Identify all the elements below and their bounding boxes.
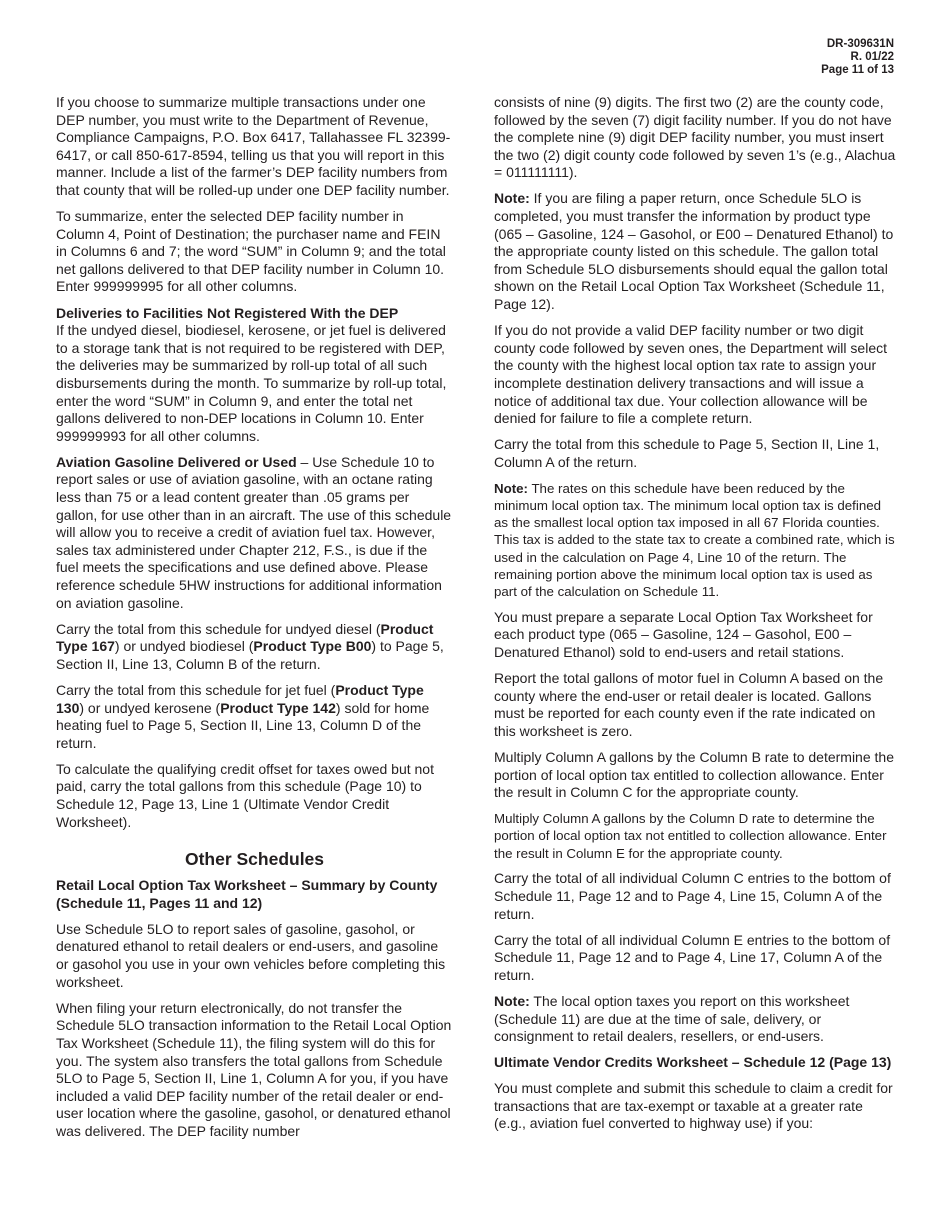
paragraph (56, 305, 453, 446)
paragraph (56, 454, 453, 612)
subheading-text: Retail Local Option Tax Worksheet – Summary by County (Schedule 11, Pages 11 and 12) (56, 877, 438, 911)
paragraph (494, 480, 896, 600)
form-revision: R. 01/22 (850, 51, 894, 63)
paragraph-body: If the undyed diesel, biodiesel, kerosene, or jet fuel is delivered to a storage tank that is not required to be registered with DEP, the deliveries may be summarized by roll-up total of all such disbursements during the month. To summarize by roll-up total, enter the word “SUM” in Column 9, and enter the total net gallons delivered to non-DEP locations in Column 10. Enter 999999993 for all other columns. (56, 322, 447, 444)
subheading-text: Ultimate Vendor Credits Worksheet – Schedule 12 (Page 13) (494, 1054, 892, 1071)
paragraph: You must complete and submit this schedule to claim a credit for transactions that are tax-exempt or taxable at a greater rate (e.g., aviation fuel converted to highway use) if you: (494, 1080, 893, 1132)
paragraph: Multiply Column A gallons by the Column B rate to determine the portion of local option tax entitled to collection allowance. Enter the result in Column C for the appropriate county. (494, 748, 894, 801)
paragraph (494, 190, 896, 313)
subheading: Deliveries to Facilities Not Registered With the DEP (56, 304, 399, 321)
text-run: ) or undyed kerosene ( (79, 699, 221, 716)
product-type: Product Type 167 (56, 620, 434, 655)
paragraph (56, 682, 453, 752)
product-type: Product Type 142 (220, 699, 336, 716)
text-run: ) sold for home heating fuel to Page 5, Section II, Line 13, Column D of the return. (56, 699, 430, 751)
paragraph: If you choose to summarize multiple transactions under one DEP number, you must write to the Department of Revenue, Compliance Campaigns, P.O. Box 6417, Tallahassee FL 32399-6417, or call 850-617-8594, telling us that you will report in this manner. Include a list of the farmer’s DEP facility numbers from that county that will be rolled-up under one DEP facility number. (56, 94, 451, 198)
note-label: Note: (494, 992, 530, 1009)
paragraph: Report the total gallons of motor fuel in Column A based on the county where the end-user or retail dealer is located. Gallons must be reported for each county even if the rate indicated on this worksheet is zero. (494, 670, 884, 739)
text-run: ) to Page 5, Section II, Line 13, Column B of the return. (56, 638, 444, 672)
form-number: DR-309631N (826, 38, 894, 50)
subheading: Aviation Gasoline Delivered or Used (56, 453, 297, 470)
paragraph: To calculate the qualifying credit offset for taxes owed but not paid, carry the total gallons from this schedule (Page 10) to Schedule 12, Page 13, Line 1 (Ultimate Vendor Credit Worksheet). (56, 760, 434, 830)
paragraph: Multiply Column A gallons by the Column D rate to determine the portion of local option tax not entitled to collection allowance. Enter the result in Column E for the appropriate county. (494, 811, 887, 861)
paragraph-body: – Use Schedule 10 to report sales or use of aviation gasoline, with an octane rating less than 75 or a lead content greater than .05 grams per gallon, for use other than in an aircraft. The use of this schedule will allow you to receive a credit of aviation fuel tax. However, sales tax administered under Chapter 212, F.S., is due if the fuel meets the specifications and use defined above. Please reference schedule 5HW instructions for additional information on aviation gasoline. (56, 453, 452, 611)
text-run: ) or undyed biodiesel ( (114, 638, 254, 655)
subheading (494, 1054, 896, 1072)
paragraph: Use Schedule 5LO to report sales of gasoline, gasohol, or denatured ethanol to retail dealers or end-users, and gasoline or gasohol you use in your own vehicles before completing this worksheet. (56, 920, 446, 990)
paragraph: You must prepare a separate Local Option Tax Worksheet for each product type (065 – Gasoline, 124 – Gasohol, E00 – Denatured Ethanol) sold to end-users and retail stations. (494, 608, 873, 660)
paragraph-body: The local option taxes you report on this worksheet (Schedule 11) are due at the time of sale, delivery, or consignment to retail dealers, resellers, or end-users. (494, 992, 850, 1045)
paragraph: If you do not provide a valid DEP facility number or two digit county code followed by seven ones, the Department will select the county with the highest local option tax rate to assign your incomplete destination delivery transactions and will issue a notice of additional tax due. Your collection allowance will be denied for failure to file a complete return. (494, 322, 887, 427)
note-label: Note: (494, 190, 530, 207)
subheading (56, 877, 453, 912)
paragraph: When filing your return electronically, do not transfer the Schedule 5LO transaction information to the Retail Local Option Tax Worksheet (Schedule 11), the filing system will do this for you. The system also transfers the total gallons from Schedule 5LO to Page 5, Section II, Line 1, Column A for you, if you have included a valid DEP facility number of the retail dealer or end-user location where the gasoline, gasohol, or denatured ethanol was delivered. The DEP facility number (56, 999, 452, 1139)
paragraph: Carry the total of all individual Column E entries to the bottom of Schedule 11, Page 12 and to Page 4, Line 17, Column A of the return. (494, 931, 891, 983)
paragraph-body: The rates on this schedule have been reduced by the minimum local option tax. The minimum local option tax is defined as the smallest local option tax imposed in all 67 Florida counties. This tax is added to the state tax to create a combined rate, which is used in the calculation on Page 4, Line 10 of the return. The remaining portion above the minimum local option tax is used as part of the calculation on Schedule 11. (494, 480, 895, 600)
paragraph: To summarize, enter the selected DEP facility number in Column 4, Point of Destination; the purchaser name and FEIN in Columns 6 and 7; the word “SUM” in Column 9; and the total net gallons delivered to that DEP facility number in Column 10. Enter 999999995 for all other columns. (56, 208, 446, 295)
product-type: Product Type B00 (253, 638, 372, 655)
product-type: Product Type 130 (56, 681, 424, 716)
section-title: Other Schedules (184, 849, 325, 870)
text-run: Carry the total from this schedule for undyed diesel ( (56, 620, 381, 637)
text-run: Carry the total from this schedule for jet fuel ( (56, 681, 336, 698)
form-header (821, 38, 894, 77)
paragraph: Carry the total from this schedule to Page 5, Section II, Line 1, Column A of the return. (494, 436, 880, 470)
paragraph (494, 993, 896, 1046)
paragraph: consists of nine (9) digits. The first two (2) are the county code, followed by the seven (7) digit facility number. If you do not have the complete nine (9) digit DEP facility number, you must insert the two (2) digit county code followed by seven 1’s (e.g., Alachua = 011111111). (494, 94, 896, 181)
note-label: Note: (494, 480, 528, 496)
paragraph: Carry the total of all individual Column C entries to the bottom of Schedule 11, Page 12 and to Page 4, Line 15, Column A of the return. (494, 870, 891, 922)
page-number: Page 11 of 13 (821, 64, 894, 76)
paragraph (56, 621, 453, 674)
paragraph-body: If you are filing a paper return, once Schedule 5LO is completed, you must transfer the information by product type (065 – Gasoline, 124 – Gasohol, or E00 – Denatured Ethanol) to the appropriate county listed on this schedule. The gallon total from Schedule 5LO disbursements should equal the gallon total shown on the Retail Local Option Tax Worksheet (Schedule 11, Page 12). (494, 190, 894, 313)
left-column (56, 94, 453, 1149)
right-column (494, 94, 896, 1142)
